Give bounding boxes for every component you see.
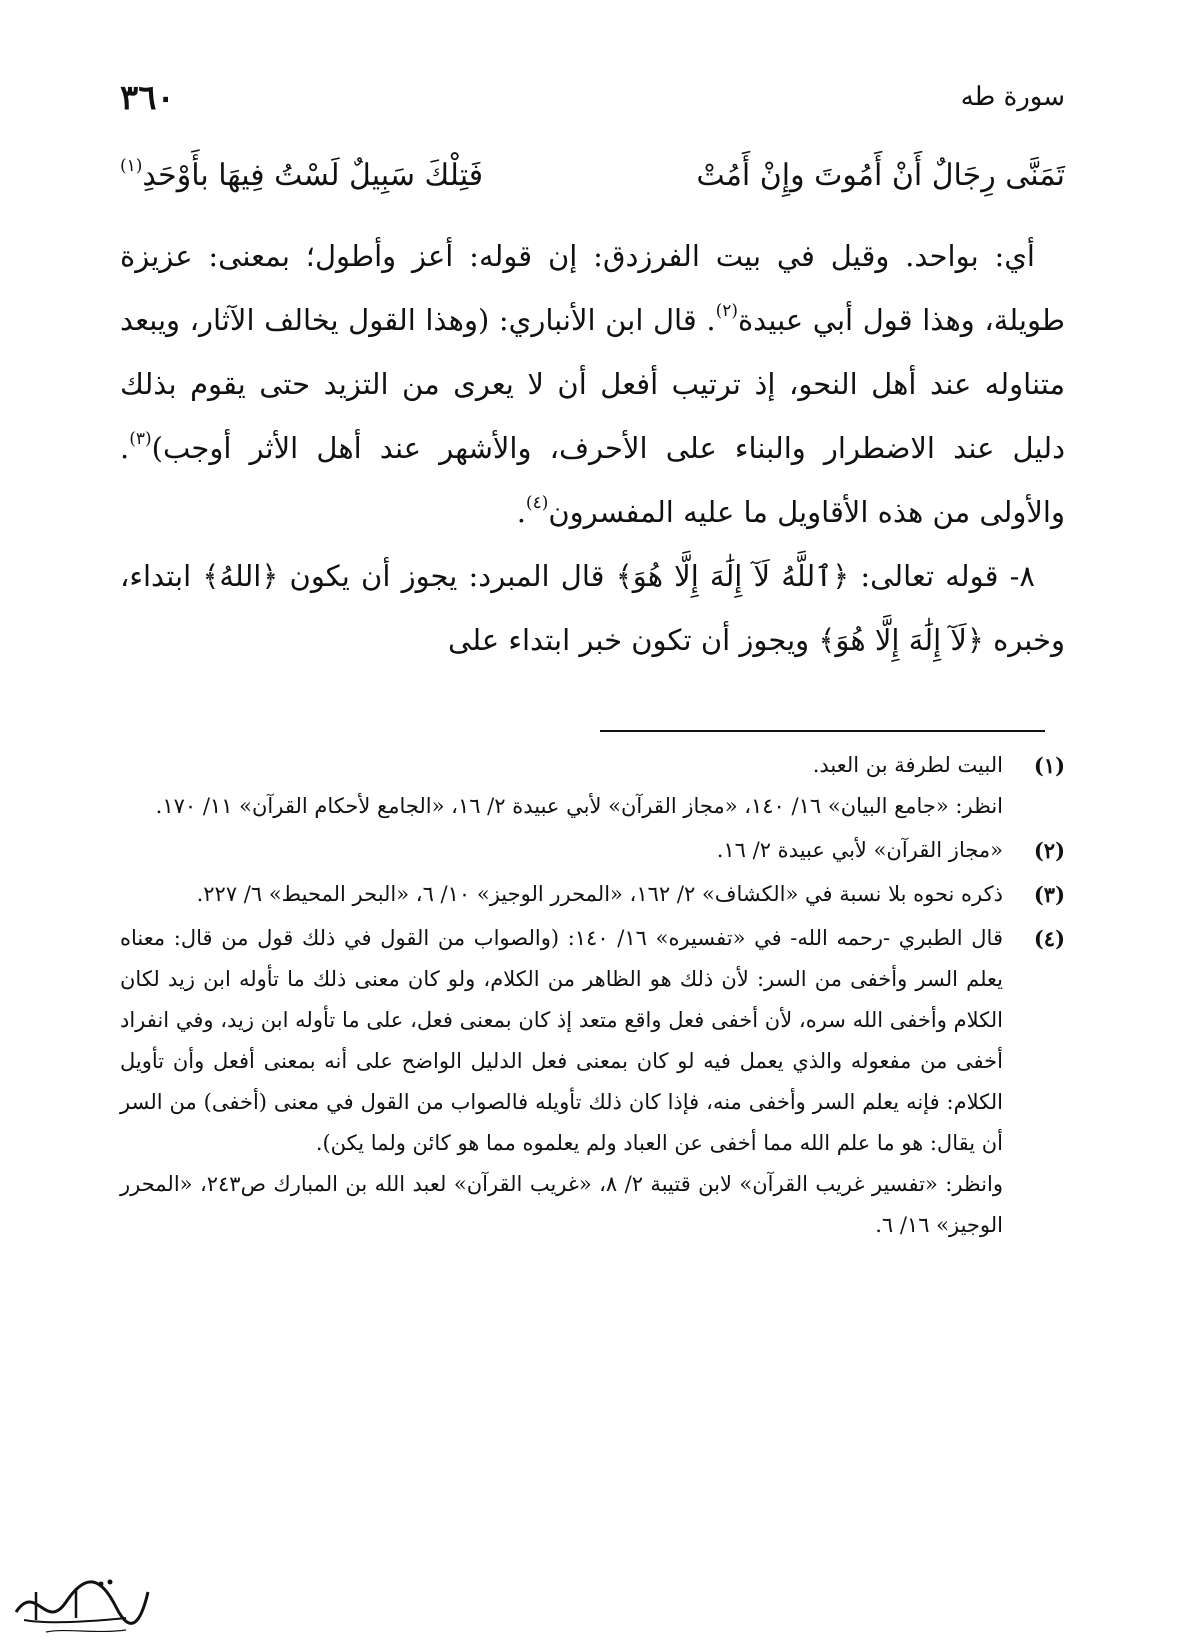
footnote-text: وانظر: «تفسير غريب القرآن» لابن قتيبة ٢/ ٨، «غريب القرآن» لعبد الله بن المبارك ص٢٤٣، «المحرر الوجيز» ١٦/ ٦. (120, 1172, 1003, 1237)
footnote (120, 745, 1065, 827)
footnote (120, 874, 1065, 915)
footnote-separator (600, 730, 1045, 732)
paragraph: ٨- قوله تعالى: ﴿ٱللَّهُ لَآ إِلَٰهَ إِلَّا هُوَ﴾ قال المبرد: يجوز أن يكون ﴿اللهُ﴾ ابتداء، وخبره ﴿لَآ إِلَٰهَ إِلَّا هُوَ﴾ ويجوز أن تكون خبر ابتداء على (120, 559, 1065, 657)
footnote-number: (٣) (1033, 882, 1065, 907)
footnote-ref: (٢) (715, 301, 738, 321)
publisher-logo (6, 1562, 156, 1640)
footnote-text: انظر: «جامع البيان» ١٦/ ١٤٠، «مجاز القرآن» لأبي عبيدة ٢/ ١٦، «الجامع لأحكام القرآن» ١١/ ١٧٠. (155, 794, 1003, 818)
footnote-number: (١) (1033, 753, 1065, 778)
surah-title: سورة طه (960, 82, 1065, 112)
footnote-number: (٤) (1033, 926, 1065, 951)
footnote (120, 830, 1065, 871)
footnote-text: البيت لطرفة بن العبد. (812, 753, 1003, 777)
footnote-text: «مجاز القرآن» لأبي عبيدة ٢/ ١٦. (716, 838, 1003, 862)
footnote-ref: (٤) (525, 493, 549, 513)
footnote (120, 918, 1065, 1246)
footnote-text: قال الطبري -رحمه الله- في «تفسيره» ١٦/ ١٤٠: (والصواب من القول في ذلك قول من قال: معناه يعلم السر وأخفى من السر: لأن ذلك هو الظاهر من الكلام، ولو كان معنى ذلك ما تأوله ابن زيد لكان الكلام وأخفى الله سره، لأن أخفى فعل واقع متعد إذ كان بمعنى فعل، على ما تأوله ابن زيد، وفي انفراد أخفى من مفعوله والذي يعمل فيه لو كان بمعنى فعل الدليل الواضح على أنه بمعنى أفعل وأن تأويل الكلام: فإنه يعلم السر وأخفى منه، فإذا كان ذلك تأويله فالصواب من القول في معنى (أخفى) من السر أن يقال: هو ما علم الله مما أخفى عن العباد ولم يعلموه مما هو كائن ولما يكن). (120, 926, 1003, 1155)
main-text (120, 224, 1065, 672)
footnote-ref: (٣) (129, 429, 152, 449)
paragraph: أي: بواحد. وقيل في بيت الفرزدق: إن قوله: أعز وأطول؛ بمعنى: عزيزة طويلة، وهذا قول أبي عبيدة$^{(٢)}$. قال ابن الأنباري: (وهذا القول يخالف الآثار، ويبعد متناوله عند أهل النحو، إذ ترتيب أفعل أن لا يعرى من التزيد حتى يقوم بذلك دليل عند الاضطرار والبناء على الأحرف، والأشهر عند أهل الأثر أوجب)$^{(٣)}$. والأولى من هذه الأقاويل ما عليه المفسرون$^{(٤)}$. (120, 239, 1066, 529)
footnote-number: (٢) (1033, 838, 1065, 863)
verse-second-hemistich: فَتِلْكَ سَبِيلٌ لَسْتُ فِيهَا بأَوْحَدِ$^{(١)}$ (120, 156, 484, 193)
page-number: ٣٦٠ (120, 78, 175, 118)
page-header (120, 78, 1065, 128)
footnotes (120, 745, 1065, 1249)
verse-first-hemistich: تَمَنَّى رِجَالٌ أَنْ أَمُوتَ وإِنْ أَمُتْ (696, 158, 1065, 193)
footnote-ref: (١) (120, 156, 143, 176)
poetry-verse (120, 150, 1065, 216)
footnote-text: ذكره نحوه بلا نسبة في «الكشاف» ٢/ ١٦٢، «المحرر الوجيز» ١٠/ ٦، «البحر المحيط» ٦/ ٢٢٧. (196, 882, 1003, 906)
